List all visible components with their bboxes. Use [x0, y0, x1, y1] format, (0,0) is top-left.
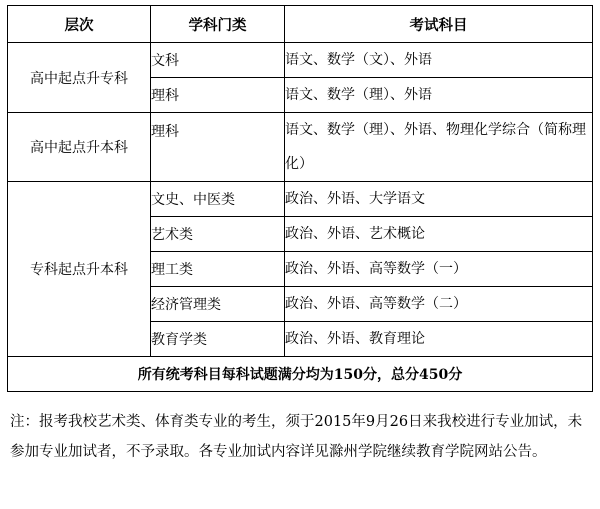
category-cell: 理工类 [151, 252, 285, 287]
subjects-cell: 政治、外语、高等数学（一） [285, 252, 593, 287]
category-cell: 理科 [151, 78, 285, 113]
category-cell: 理科 [151, 113, 285, 182]
subjects-cell: 政治、外语、教育理论 [285, 322, 593, 357]
level-cell: 专科起点升本科 [8, 182, 151, 357]
header-subjects: 考试科目 [285, 6, 593, 43]
category-cell: 艺术类 [151, 217, 285, 252]
table-row [8, 43, 593, 78]
footnote: 注：报考我校艺术类、体育类专业的考生，须于2015年9月26日来我校进行专业加试，未参加专业加试者，不予录取。各专业加试内容详见滁州学院继续教育学院网站公告。 [10, 414, 583, 460]
total-row [8, 357, 593, 392]
table-header-row [8, 6, 593, 43]
table-row [8, 182, 593, 217]
header-category: 学科门类 [151, 6, 285, 43]
subjects-cell: 语文、数学（理）、外语 [285, 78, 593, 113]
table-row [8, 113, 593, 182]
level-cell: 高中起点升本科 [8, 113, 151, 182]
subjects-cell: 语文、数学（文）、外语 [285, 43, 593, 78]
category-cell: 经济管理类 [151, 287, 285, 322]
header-level: 层次 [8, 6, 151, 43]
exam-subjects-table [7, 5, 593, 392]
category-cell: 教育学类 [151, 322, 285, 357]
subjects-cell: 政治、外语、艺术概论 [285, 217, 593, 252]
subjects-cell: 政治、外语、高等数学（二） [285, 287, 593, 322]
total-note: 所有统考科目每科试题满分均为150分，总分450分 [8, 357, 593, 392]
category-cell: 文史、中医类 [151, 182, 285, 217]
category-cell: 文科 [151, 43, 285, 78]
level-cell: 高中起点升专科 [8, 43, 151, 113]
subjects-cell: 政治、外语、大学语文 [285, 182, 593, 217]
subjects-cell: 语文、数学（理）、外语、物理化学综合（简称理化） [285, 113, 593, 182]
